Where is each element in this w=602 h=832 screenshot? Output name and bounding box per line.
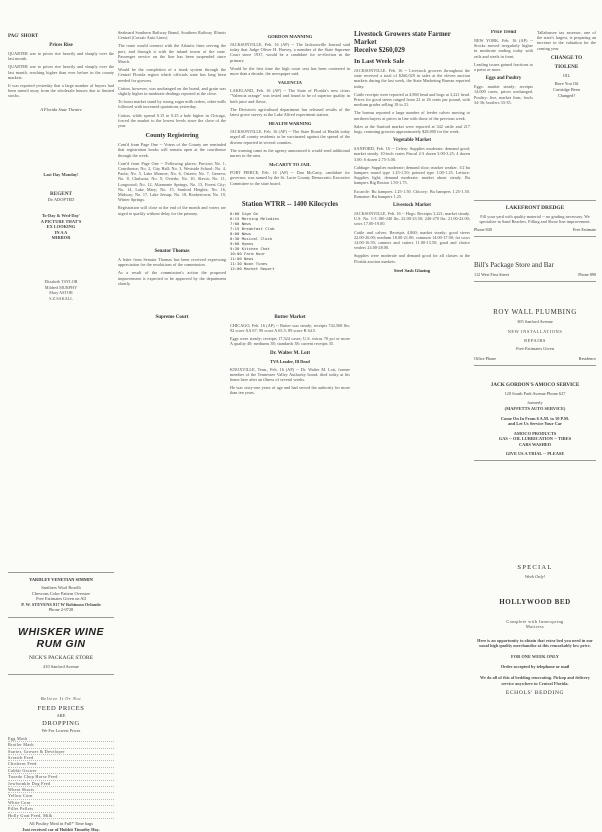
believe-it: Believe It Or Not xyxy=(40,696,82,701)
feed-item: Chickens Feed xyxy=(8,761,114,767)
feed-item: Jowlwinkle Dog Feed xyxy=(8,781,114,787)
ex-looking: EX LOOKING xyxy=(46,224,76,230)
changed: Changed? xyxy=(557,92,576,98)
for-one-week: FOR ONE WEEK ONLY xyxy=(511,654,559,660)
feed-item: Yellow Corn xyxy=(8,793,114,799)
amoco-products: AMOCO PRODUCTS xyxy=(513,430,557,436)
nicks-ad xyxy=(8,626,114,679)
in-last-week: In Last Week Sale xyxy=(354,58,405,65)
program-item: 9:30 Kitchen Chat xyxy=(230,245,270,251)
column-1: PAG' SHORT Prices Rise QUARTER war to prices rise heavily and sharply over the last month. QUARTER war to prices rise heavily and sharply over the last month, reaching higher than ever before in the county markets. It was reported yesterday that a large number of buyers had been turned away from the wholesale houses due to limited stocks. A Florida State Theatre Last Day Monday! REGENT Do ADOPTED To-Day & Wed-Day' A PICTURE THAT'S EX LOOKING IN A A MIRROR Elizabeth TAYLOR Mildred MURPHY Mary ASTOR S.Z.SAKALL xyxy=(8,34,114,301)
lakefront-dredge: LAKEFRONT DREDGE xyxy=(505,205,565,211)
repairs: REPAIRS xyxy=(524,337,546,343)
feed-item: Tuxedo Chop Horse Feed xyxy=(8,774,114,780)
feed-item: Pillet Pellets xyxy=(8,806,114,812)
free-estimate: Free Estimate xyxy=(572,227,596,233)
order-accepted: Order accepted by telephone or mail xyxy=(500,663,570,669)
picture: A PICTURE THAT'S xyxy=(40,218,82,224)
come-on-in: Come On In From 6 A.M. to 10 P.M. xyxy=(500,415,570,421)
feed-footer-1: All Poultry Meal in Full* Time bags xyxy=(29,821,93,827)
residence: Residence xyxy=(578,355,596,361)
new-installations: NEW INSTALLATIONS xyxy=(507,329,563,334)
feed-list xyxy=(8,736,114,819)
lakefront-dredge-ad xyxy=(474,196,596,465)
let-us-service: and Let Us Service Your Car xyxy=(508,421,562,427)
cast-name: Mildred MURPHY xyxy=(44,284,78,290)
dropping: DROPPING xyxy=(42,720,80,728)
program-item: 8:00 News xyxy=(230,230,252,236)
prices-body: QUARTER war to prices rise heavily and sharply over the last month. xyxy=(8,51,114,62)
tiolene: TIOLENE xyxy=(554,63,579,70)
feed-item: Wheat Shorts xyxy=(8,787,114,793)
bills-package-store: Bill's Package Store and Bar xyxy=(474,261,554,270)
we-lowest: We For Lowest Prices xyxy=(41,728,81,734)
maffetts: (MAFFETTS AUTO SERVICE) xyxy=(504,405,566,411)
program-item: 12:00 Market Report xyxy=(230,265,275,271)
program-item: 11:30 Noon Tunes xyxy=(230,260,268,266)
program-item: 11:00 News xyxy=(230,255,254,261)
steel-sash-heading: Steel Sash Glazing xyxy=(393,267,431,273)
week-only: Week Only! xyxy=(524,574,546,579)
price-trend-heading: Price Trend xyxy=(490,30,517,35)
echols-bedding-ad xyxy=(474,556,596,699)
prices-rise-heading: Prices Rise xyxy=(49,43,73,48)
feed-item: Cabbit Grower xyxy=(8,768,114,774)
program-item: 6:00 Sign On xyxy=(230,210,259,216)
livestock-market-heading: Livestock Market xyxy=(393,203,431,209)
feed-prices: FEED PRICES xyxy=(37,704,85,712)
yardley-line: Phone 2-0728 xyxy=(48,607,74,613)
feed-item: Scratch Feed xyxy=(8,755,114,761)
bills-address: 112 West First Street xyxy=(474,272,509,278)
senator-thomas-body: A letter from Senator Thomas has been received expressing appreciation for the resolutions of the commission. xyxy=(118,256,226,268)
vegetable-market-heading: Vegetable Market xyxy=(393,138,431,144)
jack-gordon: JACK GORDON'S AMOCO SERVICE xyxy=(490,381,580,388)
bills-phone: Phone 890 xyxy=(578,272,596,278)
roy-wall-plumbing: ROY WALL PLUMBING xyxy=(493,308,577,317)
gas-oil: GAS -- OIL LUBRICATION -- TIRES xyxy=(498,436,572,442)
special: SPECIAL xyxy=(517,564,553,571)
program-item: 7:15 Breakfast Club xyxy=(230,225,275,231)
column-3: GORDON MANNING JACKSONVILLE, Feb. 16 (AP) -- The Jacksonville Journal said today that Judge Oliver H. Harvey, a member of the State Supreme Court since 1937, would be a candidate for re-election in the primary. Would be the first time the high court seat has been contested in more than a decade, the newspaper said. VALENCIA LAKELAND, Feb. 16 (AP) -- The State of Florida's new citrus "Valencia orange" was tested and found to be of superior quality in both juice and flavor. The Division's agricultural department has released results of the latest grove survey at the Lake Alfred experiment station. HEALTH WARNING JACKSONVILLE, Feb. 16 (AP) -- The State Board of Health today urged all county residents to be vaccinated against the spread of the disease reported in several counties. The warning came as the agency announced it would send additional nurses to the area. McCARTY TO JAIL FORT PIERCE, Feb. 16 (AP) -- Dan McCarty, candidate for governor, was named by the St. Lucie County Democratic Executive Committee to the state board. Station WTRR -- 1400 Kilocycles 6:00 Sign On 6:15 Morning Melodies 7:00 News 7:15 Breakfast Club 8:00 News 8:30 Musical Clock 9:00 Hymns 9:30 Kitchen Chat 10:00 Farm Hour 11:00 News 11:30 Noon Tunes 12:00 Market Report Butter Market CHICAGO, Feb. 16 (AP) -- Butter was steady; receipts 742,568 lbs; 92 score AA 67; 90 score A 65.5; 89 score B 64.5. Eggs were steady; receipts 17,324 cases; U.S. extras 70 pct or more A quality 40; mediums 38; standards 38; current receipts 35. Dr. Walter M. Lott TVA Leader, Ill Dead KNOXVILLE, Tenn., Feb. 16 (AP) -- Dr. Walter M. Lott, former member of the Tennessee Valley Authority board, died today at his home here after an illness of several weeks. He was sixty-one years of age and had served the authority for more than ten years. xyxy=(230,34,350,396)
program-item: 6:15 Morning Melodies xyxy=(230,215,280,221)
phone-840: Phone 840 xyxy=(474,227,492,233)
florida-state-theatre: A Florida State Theatre xyxy=(40,106,82,112)
give-trial: GIVE US A TRIAL -- PLEASE xyxy=(505,450,565,456)
yardley-line: P. W. STEVENS 817 W Robinson Orlando xyxy=(21,601,101,607)
gordon-manning: GORDON MANNING xyxy=(267,34,313,39)
nicks-address: 410 Sanford Avenue xyxy=(43,664,79,669)
dredge-body: Fill your yard with quality material -- no grading necessary. We specialize in Sand Beaches, Filling and Shore line improvement. xyxy=(479,214,591,225)
mirror: MIRROR xyxy=(51,235,71,241)
headline-1: Livestock Growers state Farmer Market xyxy=(354,30,451,46)
yardley-title: YARDLEY VENETIAN SIMMIN xyxy=(29,577,93,582)
oil: OIL xyxy=(562,72,571,78)
county-registering-heading: County Registering xyxy=(145,132,199,140)
in-a: IN A A xyxy=(54,229,68,235)
program-item: 8:30 Musical Clock xyxy=(230,235,273,241)
program-item: 7:00 News xyxy=(230,220,252,226)
cast-name: Elizabeth TAYLOR xyxy=(44,278,78,284)
feed-item: White Corn xyxy=(8,800,114,806)
adopted: Do ADOPTED xyxy=(47,197,75,203)
roy-address: 305 Sanford Avenue xyxy=(517,319,553,325)
station-heading: Station WTRR -- 1400 Kilocycles xyxy=(241,200,339,208)
railway-body: Seaboard Southern Railway Brand, Southern Railway Illinois Central (Corsair Auto Lines) xyxy=(118,30,226,41)
office-phone: Office Phone xyxy=(474,355,497,361)
hollywood-bed: HOLLYWOOD BED xyxy=(499,597,571,606)
echols-bedding: ECHOLS' BEDDING xyxy=(505,689,565,696)
to-day: To-Day & Wed-Day' xyxy=(41,213,81,218)
senator-thomas-heading: Senator Thomas xyxy=(154,248,190,254)
change-to: CHANGE TO xyxy=(550,54,583,61)
yardley-line: Chevrons Color Pattern Oversize xyxy=(31,590,91,596)
complete: Complete with Innerspring xyxy=(506,618,564,624)
cast-name: S.Z.SAKALL xyxy=(49,295,73,301)
feed-item: Egg Mash xyxy=(8,736,114,742)
free-estimates-given: Free Estimates Given xyxy=(516,346,554,352)
have-you: Have You Oil xyxy=(554,81,579,87)
pag-short: PAG' SHORT xyxy=(8,34,39,39)
county-registering-body: Cont'd from Page One -- Voters of the County are reminded that registration books will remain open at the courthouse through the week. xyxy=(118,142,226,158)
opportunity: Here is an opportunity to obtain that extra bed you need in our usual high quality merchandise at this remarkably low price. xyxy=(477,637,593,648)
cast-name: Mary ASTOR xyxy=(49,290,73,296)
feed-item: Holly Goat Feed, Milk xyxy=(8,813,114,819)
butter-market-heading: Butter Market xyxy=(274,314,306,320)
feed-prices-ad xyxy=(8,696,114,832)
feed-footer-2: Just received car of Hubbit Timothy Hay. xyxy=(22,826,100,832)
yardley-line: Smithers Wool Roselli xyxy=(41,585,81,590)
tva-leader: TVA Leader, Ill Dead xyxy=(270,358,310,364)
mattress: Mattress xyxy=(525,624,545,630)
whiskey-wine: WHISKER WINE xyxy=(18,626,104,638)
column-2: Seaboard Southern Railway Brand, Southern Railway Illinois Central (Corsair Auto Lines) The route would connect with the Atlantic lines serving the port, and through it with the inland towns of the state. Passenger service on the line has been suspended since March. Would be the completion of a trunk system through the Central Florida region which officials state has long been needed for growers. Cotton, however, was unchanged on the board, and grain was slightly higher in moderate dealings reported at the close. To boost market stand by strong sugar milk orders, other mills followed with increased quotations yesterday. Cotton, while spread 0.15 to 0.25 a bale higher in Chicago, forced the market to the lowest levels since the close of the year. County Registering Cont'd from Page One -- Voters of the County are reminded that registration books will remain open at the courthouse through the week. Cont'd from Page One -- Following places: Precinct No. 1, Courthouse; No. 2, City Hall; No. 3, Westside School; No. 4, Paola; No. 5, Lake Monroe; No. 6, Osteen; No. 7, Geneva; No. 8, Chuluota; No. 9, Oviedo; No. 10, Slavia; No. 11, Longwood; No. 12, Altamonte Springs; No. 13, Forest City; No. 14, Lake Mary; No. 15, Sanford Heights; No. 16, Midway; No. 17, Lake Jessup; No. 18, Bookertown; No. 19, Winter Springs. Registration will close at the end of the month and voters are urged to qualify without delay for the primary. Senator Thomas A letter from Senator Thomas has been received expressing appreciation for the resolutions of the commission. As a result of the commission's action the proposed improvement is expected to be approved by the department shortly. Supreme Court xyxy=(118,30,226,320)
last-day: Last Day Monday! xyxy=(43,172,79,178)
yardley-ad xyxy=(8,568,114,622)
yardley-line: Free Estimates Given on All xyxy=(36,596,86,602)
rum-gin: RUM GIN xyxy=(36,638,86,650)
column-5: Price Trend NEW YORK, Feb. 16 (AP) -- Stocks moved irregularly higher in moderate trading today with rails and steels in front. Leading issues gained fractions to a point or more. Eggs and Poultry Eggs: market steady; receipts 14,000 cases; prices unchanged. Poultry: live, market firm; fowls 34-36; broilers 33-35. Tallahassee tax assessor, one of the state's largest, is preparing an increase in the valuation for the coming year. CHANGE TO TIOLENE OIL Have You Oil Cartridge Been Changed? xyxy=(474,30,596,105)
formerly: formerly xyxy=(527,400,543,406)
program-item: 10:00 Farm Hour xyxy=(230,250,266,256)
program-item: 9:00 Hymns xyxy=(230,240,254,246)
column-4: Livestock Growers state Farmer Market Receive $260,029 In Last Week Sale JACKSONVILLE, Feb. 16 -- Livestock growers throughout the state received a total of $260,029 in sales at the eleven auction markets during the last week, the State Marketing Bureau reported today. Cattle receipts were reported at 4,860 head and hogs at 3,221 head. Prices for good steers ranged from 22 to 26 cents per pound, with medium grades selling 18 to 21. The bureau reported a large number of feeder calves moving to northern buyers at prices in line with those of the previous week. Sales at the Sanford market were reported at 342 cattle and 217 hogs, returning growers approximately $28,000 for the week. Vegetable Market SANFORD, Feb. 16 -- Celery: Supplies moderate; demand good; market steady. 10-inch crates Pascal 2-3 dozen 3.00-3.25; 4 dozen 3.00; 6 dozen 2.75-3.00. Cabbage: Supplies moderate; demand slow; market weaker. 1/2 bu hampers round type 1.25-1.50; pointed type 1.00-1.25. Lettuce: Supplies light; demand moderate; market about steady. Bu hampers Big Boston 1.50-1.75. Escarole: Bu hampers 1.25-1.50. Chicory: Bu hampers 1.25-1.50. Romaine: Bu hampers 1.25. Livestock Market JACKSONVILLE, Feb. 16 -- Hogs: Receipts 3,221; market steady. U.S. No. 1-3 180-240 lbs. 22.00-23.50; 240-270 lbs. 21.00-22.00; sows 17.00-19.00. Cattle and calves: Receipts 4,860; market steady; good steers 22.00-26.00; medium 18.00-21.00; common 14.00-17.00; fat cows 14.00-16.50; canners and cutters 11.00-13.50; good and choice vealers 24.00-28.00. Supplies were moderate and demand good for all classes at the Florida auction markets. Steel Sash Glazing xyxy=(354,30,470,273)
program-schedule xyxy=(230,211,350,271)
nicks-package-store: NICK'S PACKAGE STORE xyxy=(28,655,94,661)
walter-lott-heading: Dr. Walter M. Lott xyxy=(269,350,311,356)
regent: REGENT xyxy=(50,190,72,197)
cars-washed: CARS WASHED xyxy=(518,441,551,447)
feed-item: Broiler Mash xyxy=(8,742,114,748)
jack-address: 120 South Park Avenue Phone 627 xyxy=(504,390,566,396)
we-do-all: We do all of this of bedding renovating. Pickup and delivery service anywhere in Central Florida. xyxy=(479,675,591,686)
are: ARE xyxy=(56,712,66,718)
headline-2: Receive $260,029 xyxy=(354,46,405,54)
cast-names xyxy=(8,279,114,301)
cartridge: Cartridge Been xyxy=(553,87,580,92)
supreme-court-heading: Supreme Court xyxy=(155,314,189,320)
feed-item: Starter, Grower & Developer xyxy=(8,749,114,755)
eggs-poultry-heading: Eggs and Poultry xyxy=(485,76,522,82)
